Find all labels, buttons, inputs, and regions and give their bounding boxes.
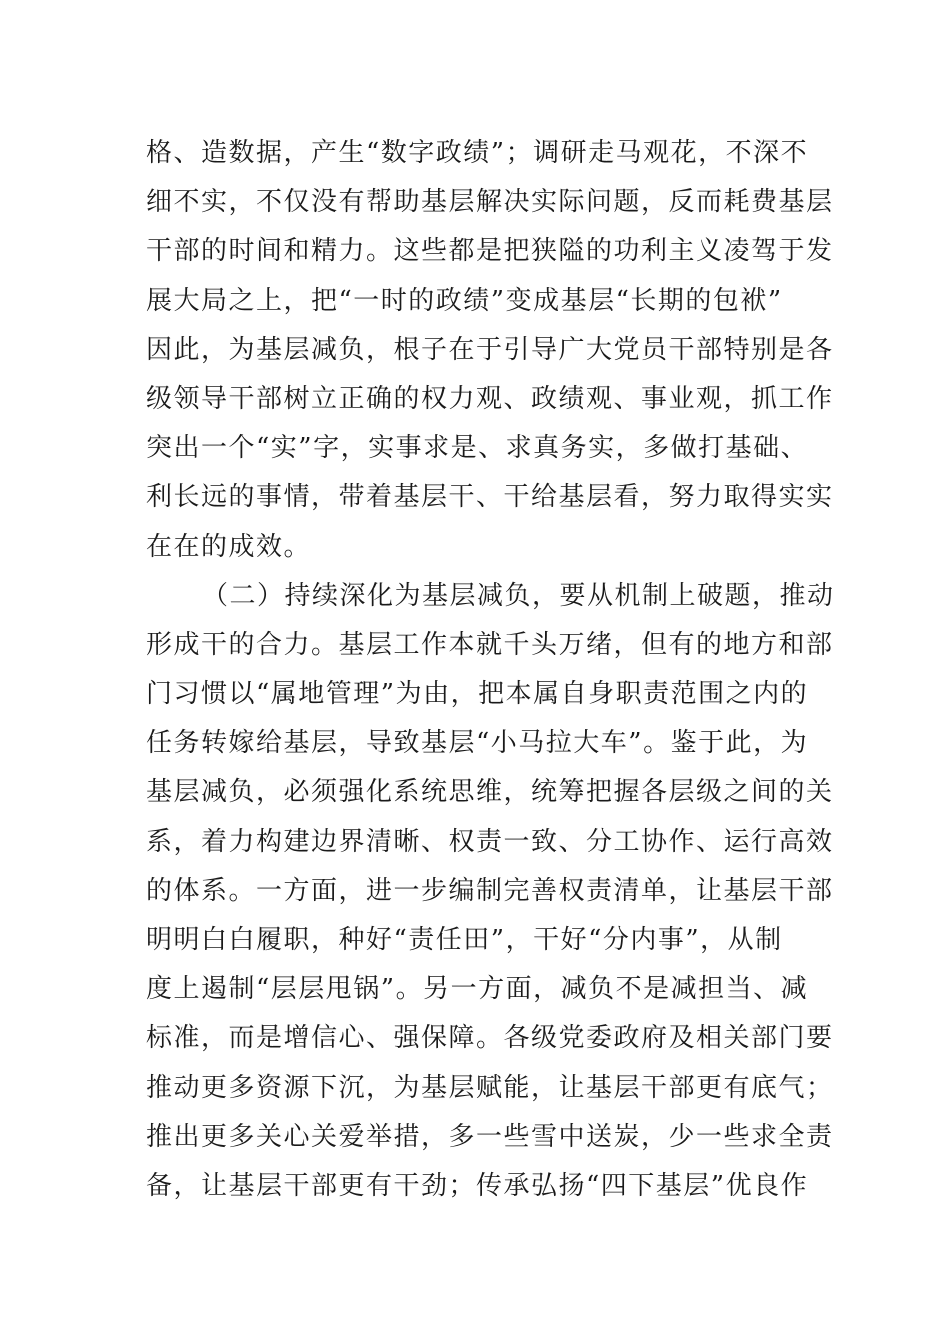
text-line: 的体系。一方面，进一步编制完善权责清单，让基层干部 — [146, 875, 834, 906]
text-line: 基层减负，必须强化系统思维，统筹把握各层级之间的关 — [146, 777, 834, 808]
text-line: 细不实，不仅没有帮助基层解决实际问题，反而耗费基层 — [146, 187, 834, 218]
text-line: 标准，而是增信心、强保障。各级党委政府及相关部门要 — [146, 1023, 834, 1054]
text-line: 展大局之上，把“一时的政绩”变成基层“长期的包袱” — [146, 285, 783, 316]
text-line: 突出一个“实”字，实事求是、求真务实，多做打基础、 — [146, 433, 809, 464]
text-line: 形成干的合力。基层工作本就千头万绪，但有的地方和部 — [146, 629, 834, 660]
text-line: 推动更多资源下沉，为基层赋能，让基层干部更有底气； — [146, 1072, 834, 1103]
text-line: 明明白白履职，种好“责任田”，干好“分内事”，从制 — [146, 925, 783, 955]
text-line: 门习惯以“属地管理”为由，把本属自身职责范围之内的 — [146, 679, 809, 710]
text-line: 格、造数据，产生“数字政绩”；调研走马观花，不深不 — [146, 138, 809, 168]
text-line: 系，着力构建边界清晰、权责一致、分工协作、运行高效 — [146, 826, 834, 857]
section-heading-line: （二）持续深化为基层减负，要从机制上破题，推动 — [202, 580, 835, 611]
text-line: 利长远的事情，带着基层干、干给基层看，努力取得实实 — [146, 482, 834, 513]
body-text — [146, 129, 835, 1211]
text-line: 级领导干部树立正确的权力观、政绩观、事业观，抓工作 — [146, 383, 834, 414]
text-line: 干部的时间和精力。这些都是把狭隘的功利主义凌驾于发 — [146, 236, 834, 267]
text-line: 任务转嫁给基层，导致基层“小马拉大车”。鉴于此，为 — [146, 728, 809, 759]
text-line: 在在的成效。 — [146, 531, 312, 562]
text-line: 推出更多关心关爱举措，多一些雪中送炭，少一些求全责 — [146, 1121, 834, 1152]
text-line: 备，让基层干部更有干劲；传承弘扬“四下基层”优良作 — [146, 1170, 809, 1201]
text-line: 因此，为基层减负，根子在于引导广大党员干部特别是各 — [146, 334, 834, 365]
text-line: 度上遏制“层层甩锅”。另一方面，减负不是减担当、减 — [146, 974, 809, 1005]
